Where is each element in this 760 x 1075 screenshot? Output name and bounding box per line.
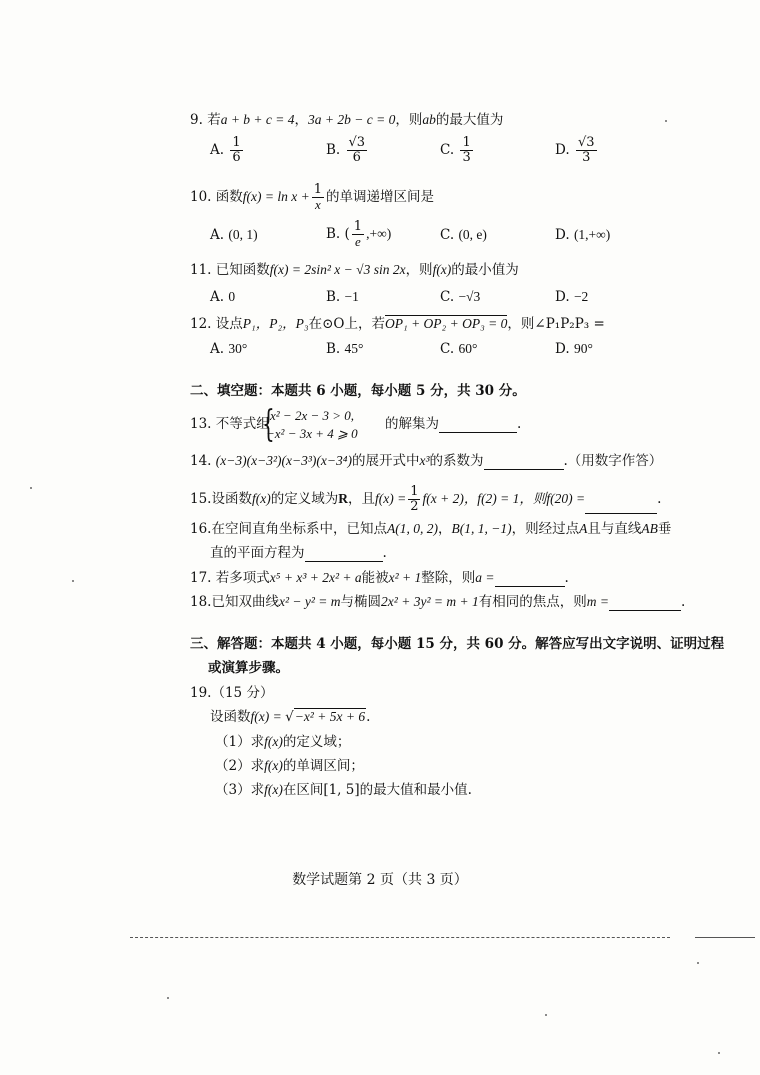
inequality-row-1: x² − 2x − 3 > 0, <box>270 408 355 423</box>
question-9-option-a: A. $\frac{1}{6}$ <box>210 135 241 165</box>
scan-speck <box>697 962 699 964</box>
page-footer: 数学试题第 2 页（共 3 页） <box>292 872 468 888</box>
section-2-heading: 二、填空题：本题共 6 小题，每小题 5 分，共 30 分。 <box>190 383 526 399</box>
question-12-option-d: D. 90° <box>555 341 593 357</box>
system-brace: { <box>262 404 275 445</box>
question-12-option-c: C. 60° <box>440 341 478 357</box>
question-13-tail: 的解集为 . <box>385 416 522 432</box>
question-14-stem: 14. (x−3)(x−3²)(x−3³)(x−3⁴)的展开式中x³的系数为 .（用数字作答） <box>190 453 663 469</box>
inequality-row-2: −x² − 3x + 4 ⩾ 0 <box>266 426 358 441</box>
question-10-stem: 10. 函数f(x) = ln x + $\frac{1}{x}$ 的单调递增区间是 <box>190 182 435 212</box>
question-12-option-a: A. 30° <box>210 341 248 357</box>
question-9-option-c: C. $\frac{1}{3}$ <box>440 135 471 165</box>
section-3-heading-cont: 或演算步骤。 <box>208 660 289 676</box>
question-11-stem: 11. 已知函数f(x) = 2sin² x − √3 sin 2x，则f(x)的最小值为 <box>190 262 519 278</box>
answer-blank[interactable] <box>439 418 517 433</box>
question-15-stem: 15.设函数f(x)的定义域为R，且f(x) = $\frac{1}{2}$ f(x + 2)，f(2) = 1，则f(20) = . <box>190 484 662 514</box>
question-16-stem: 16.在空间直角坐标系中，已知点A(1, 0, 2)，B(1, 1, −1)，则经过点A且与直线AB垂 <box>190 521 672 537</box>
question-9-stem: 9. 若a + b + c = 4，3a + 2b − c = 0，则ab的最大值为 <box>190 112 504 128</box>
question-10-option-c: C. (0, e) <box>440 227 487 243</box>
scan-speck <box>545 1014 547 1016</box>
answer-blank[interactable] <box>495 572 565 587</box>
question-10-option-b: B. ( $\frac{1}{e}$ ,+∞) <box>326 219 392 249</box>
answer-blank[interactable] <box>609 596 681 611</box>
scan-speck <box>718 1052 720 1054</box>
question-16-line-2: 直的平面方程为 . <box>210 545 387 561</box>
scan-speck <box>665 120 667 122</box>
scan-speck <box>167 997 169 999</box>
question-13-stem: 13. 不等式组 <box>190 416 270 432</box>
scan-speck <box>30 487 32 489</box>
question-17-stem: 17. 若多项式x⁵ + x³ + 2x² + a能被x² + 1整除，则a = . <box>190 570 569 586</box>
question-12-stem: 12. 设点P₁，P₂，P₃在⊙O上，若OP₁ + OP₂ + OP₃ = 0，则∠P₁P₂P₃ = <box>190 316 605 332</box>
question-19-given: 设函数f(x) = √−x² + 5x + 6. <box>210 709 371 725</box>
answer-blank[interactable] <box>484 455 564 470</box>
question-9-option-b: B. $\frac{√3}{6}$ <box>326 135 366 165</box>
question-10-option-d: D. (1,+∞) <box>555 227 611 243</box>
question-9-option-d: D. $\frac{√3}{3}$ <box>555 135 595 165</box>
section-3-heading: 三、解答题：本题共 4 小题，每小题 15 分，共 60 分。解答应写出文字说明、证明过程 <box>190 636 725 652</box>
question-10-option-a: A. (0, 1) <box>210 227 258 243</box>
answer-blank[interactable] <box>585 499 657 514</box>
question-11-option-d: D. −2 <box>555 289 589 305</box>
answer-blank[interactable] <box>305 547 383 562</box>
question-19-head: 19.（15 分） <box>190 685 274 701</box>
question-11-option-b: B. −1 <box>326 289 359 305</box>
scan-speck <box>72 580 74 582</box>
question-19-part-3: （3）求f(x)在区间[1, 5]的最大值和最小值. <box>215 782 472 798</box>
question-19-part-1: （1）求f(x)的定义域； <box>215 734 351 750</box>
question-19-part-2: （2）求f(x)的单调区间； <box>215 758 364 774</box>
page-cut-line <box>130 937 670 938</box>
question-18-stem: 18.已知双曲线x² − y² = m与椭圆2x² + 3y² = m + 1有相同的焦点，则m = . <box>190 594 686 610</box>
question-11-option-c: C. −√3 <box>440 289 481 305</box>
question-12-option-b: B. 45° <box>326 341 364 357</box>
page-cut-line-end <box>695 937 755 938</box>
question-11-option-a: A. 0 <box>210 289 236 305</box>
